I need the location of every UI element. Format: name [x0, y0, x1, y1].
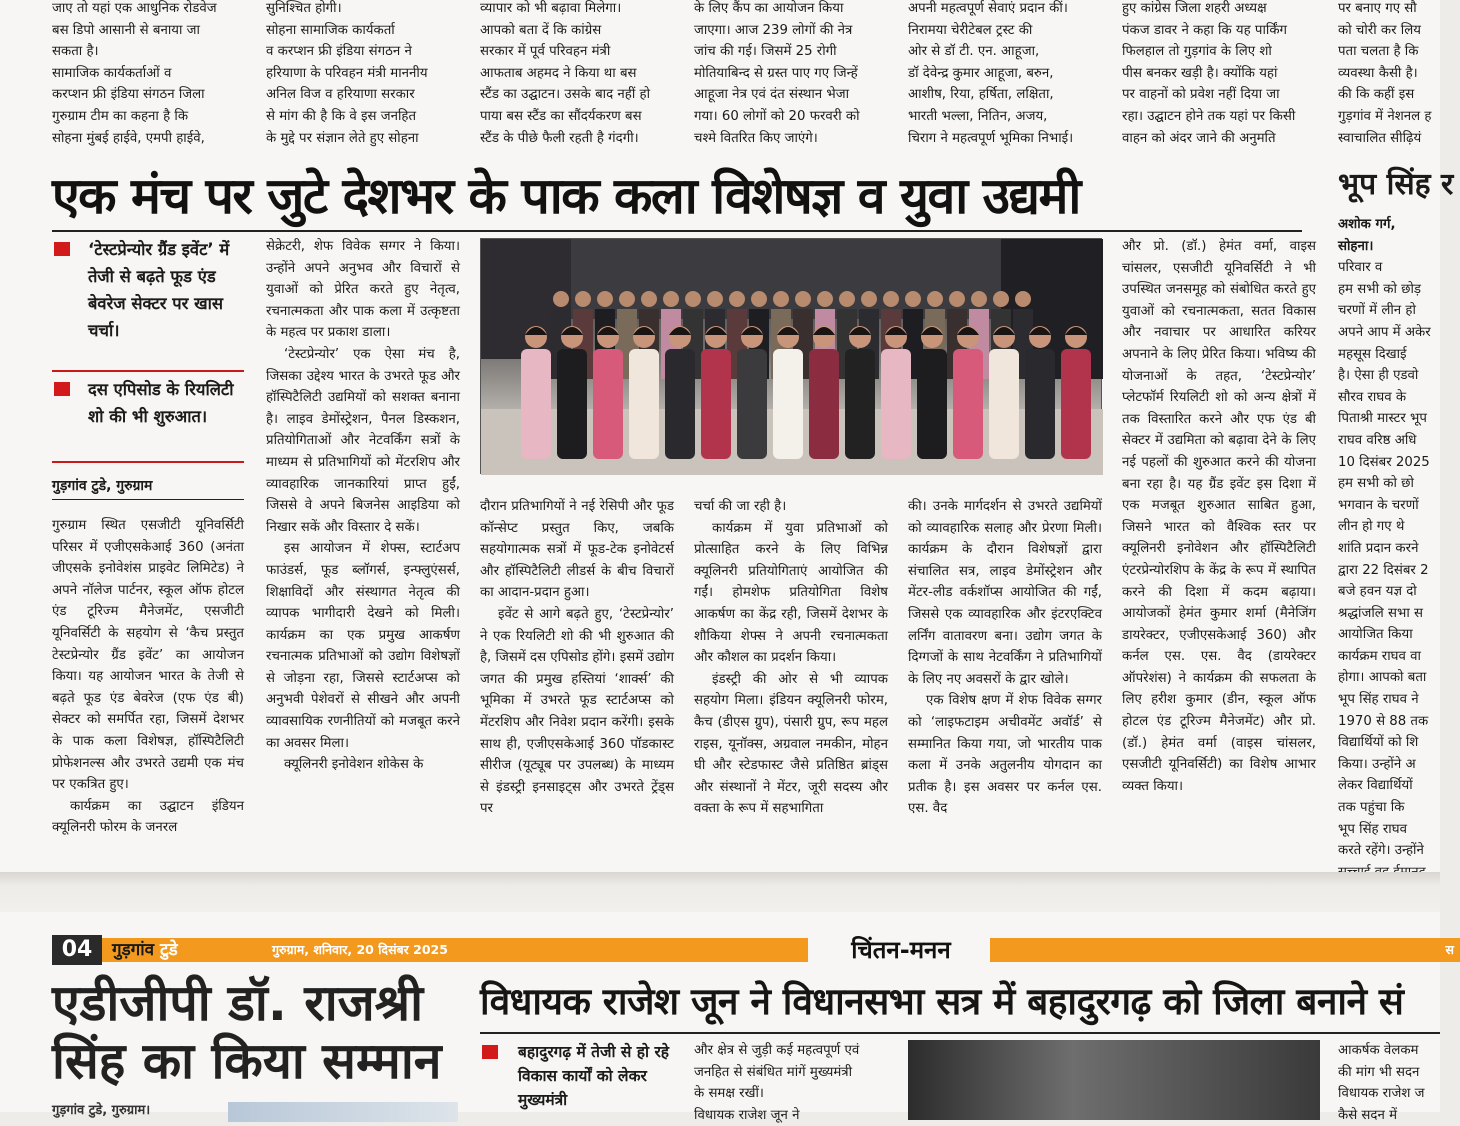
front-row-person — [809, 349, 839, 459]
top-strip-column — [1122, 0, 1316, 150]
side-line: लेकर विद्यार्थियों — [1338, 778, 1413, 794]
page2-highlight-text: बहादुरगढ़ में तेजी से हो रहे विकास कार्यों को लेकर मुख्यमंत्री — [518, 1043, 670, 1109]
strip-line: स्टैंड का उद्घाटन। उसके बाद नहीं हो — [480, 87, 651, 103]
front-row-person — [701, 349, 731, 459]
page2-line: और क्षेत्र से जुड़ी कई महत्वपूर्ण एवं — [694, 1043, 860, 1058]
strip-line: वाहन को अंदर जाने की अनुमति — [1122, 130, 1276, 146]
side-line: 1970 से 88 तक — [1338, 713, 1429, 729]
paragraph: सेक्रेटरी, शेफ विवेक सग्गर ने किया। उन्होंने अपने अनुभव और विचारों से युवाओं को प्रेरित करते हुए नेतृत्व, रचनात्मकता और पाक कला में उत्कृष्टता के महत्व पर प्रकाश डाला। — [266, 239, 460, 341]
back-row-head — [751, 291, 767, 307]
highlight-text: दस एपिसोड के रियलिटी शो की भी शुरुआत। — [88, 380, 234, 426]
back-row-head — [949, 291, 965, 307]
side-line: करते रहेंगे। उन्होंने — [1338, 843, 1424, 859]
side-line: हम सभी को छो — [1338, 476, 1414, 492]
side-line: भूप सिंह राघव ने — [1338, 692, 1419, 708]
group-photo-illustration — [481, 239, 1103, 475]
back-row-head — [641, 291, 657, 307]
back-row-head — [971, 291, 987, 307]
side-line: लीन हो गए थे — [1338, 519, 1405, 535]
headline-rule — [52, 230, 1302, 232]
page2-line: आकर्षक वेलकम — [1338, 1043, 1419, 1058]
front-row-person — [917, 349, 947, 459]
strip-line: आशीष, रिया, हर्षिता, लक्षिता, — [908, 87, 1054, 103]
strip-line: स्टैंड के पीछे फैली रहती है गंदगी। — [480, 130, 639, 146]
back-row-head — [597, 291, 613, 307]
side-line: विद्यार्थियों को शि — [1338, 735, 1419, 751]
strip-line: आपको बता दें कि कांग्रेस — [480, 22, 602, 38]
side-line: अपने आप में अकेर — [1338, 324, 1431, 340]
paragraph: क्यूलिनरी इनोवेशन शोकेस के — [284, 757, 424, 773]
left-headline: एडीजीपी डॉ. राजश्री सिंह का किया सम्मान — [52, 974, 442, 1090]
back-row-head — [905, 291, 921, 307]
paragraph: इवेंट से आगे बढ़ते हुए, ‘टेस्टप्रेन्योर’ ने एक रियलिटी शो की भी शुरुआत की है, जिसमें दस एपिसोड होंगे। इसमें उद्योग जगत की प्रमुख हस्तियां ‘शार्क्स’ की भूमिका में उभरते फूड स्टार्टअप्स को मेंटरशिप और निवेश प्रदान करेंगी। इसके साथ ही, एजीएसकेआई 360 पॉडकास्ट सीरीज (यूट्यूब पर उपलब्ध) के माध्यम से इंडस्ट्री इनसाइट्स और उभरते ट्रेंड्स पर — [480, 606, 674, 817]
paragraph: चर्चा की जा रही है। — [694, 499, 787, 514]
strip-line: मोतियाबिन्द से ग्रस्त पाए गए जिन्हें — [694, 65, 858, 81]
back-row-head — [663, 291, 679, 307]
newspaper-page-04 — [0, 912, 1454, 1123]
paragraph: इस आयोजन में शेफ्स, स्टार्टअप फाउंडर्स, फूड ब्लॉगर्स, इन्फ्लुएंसर्स, शिक्षाविदों और संस्थागत नेतृत्व की व्यापक भागीदारी देखने को मिली। कार्यक्रम का एक प्रमुख आकर्षण रचनात्मक प्रतिभाओं को उद्योग विशेषज्ञों से जोड़ना रहा, जिससे स्टार्टअप्स को अनुभवी पेशेवरों से सीखने और अपनी व्यावसायिक रणनीतियों को मजबूत करने का अवसर मिला। — [266, 541, 460, 751]
back-row-head — [927, 291, 943, 307]
side-line: श्रद्धांजलि सभा स — [1338, 605, 1424, 621]
strip-line: पता चलता है कि — [1338, 44, 1419, 60]
highlight-box-1 — [52, 236, 244, 344]
back-row-head — [685, 291, 701, 307]
brand-logo — [112, 938, 178, 962]
side-line: है। ऐसा ही एडवो — [1338, 368, 1419, 384]
masthead-bar-right — [990, 938, 1460, 962]
page2-main-headline: विधायक राजेश जून ने विधानसभा सत्र में बहादुरगढ़ को जिला बनाने सं — [480, 980, 1404, 1023]
side-line: द्वारा 22 दिसंबर 2 — [1338, 562, 1429, 578]
side-line: किया। उन्होंने अ — [1338, 756, 1416, 772]
top-strip-column — [1338, 0, 1448, 150]
page-masthead — [52, 935, 1452, 965]
front-row-person — [845, 349, 875, 459]
side-line: परिवार व — [1338, 260, 1383, 276]
back-row-head — [861, 291, 877, 307]
strip-line: के मुद्दे पर संज्ञान लेते हुए सोहना — [266, 130, 419, 146]
highlight-divider — [52, 461, 244, 463]
strip-line: आहूजा नेत्र एवं दंत संस्थान भेजा — [694, 87, 850, 103]
story-column-5 — [908, 496, 1102, 865]
side-line: सौरव राघव के — [1338, 389, 1407, 405]
top-strip-column — [266, 0, 460, 150]
masthead-bar — [102, 938, 808, 962]
side-line: चरणों में लीन हो — [1338, 303, 1416, 319]
story-column-1 — [52, 515, 244, 865]
page-fold-gap — [0, 872, 1440, 912]
front-row-person — [881, 349, 911, 459]
highlight-item — [52, 236, 244, 344]
strip-line: पंकज डावर ने कहा कि यह पार्किंग — [1122, 22, 1288, 38]
page-number: 04 — [52, 935, 102, 965]
page2-line: विधायक राजेश ज — [1338, 1086, 1425, 1102]
back-row-head — [575, 291, 591, 307]
story-column-2 — [266, 236, 460, 865]
front-row-person — [989, 349, 1019, 459]
strip-line: व करप्शन फ्री इंडिया संगठन ने — [266, 44, 412, 60]
story-column-3 — [480, 496, 674, 865]
page2-headline-rule — [480, 1032, 1440, 1034]
page2-highlight — [480, 1040, 676, 1112]
strip-line: निरामया चेरीटेबल ट्रस्ट की — [908, 22, 1033, 38]
event-group-photo — [480, 238, 1102, 474]
page2-photo — [908, 1040, 1320, 1120]
strip-line: रहा। उद्घाटन होने तक यहां पर किसी — [1122, 108, 1296, 124]
dateline-rule — [52, 499, 244, 500]
section-title: चिंतन-मनन — [851, 936, 951, 964]
strip-line: पाया बस स्टैंड का सौंदर्यकरण बस — [480, 108, 642, 124]
strip-line: व्यवस्था कैसी है। — [1338, 65, 1418, 81]
strip-line: पीस बनकर खड़ी है। क्योंकि यहां — [1122, 65, 1278, 81]
page2-line: कैसे सदन में — [1338, 1107, 1398, 1123]
red-square-bullet-icon — [54, 242, 70, 256]
paragraph: गुरुग्राम स्थित एसजीटी यूनिवर्सिटी परिसर में एजीएसकेआई 360 (अनंता जीएसके इनोवेशंस प्राइवेट लिमिटेड) ने अपने नॉलेज पार्टनर, स्कूल ऑफ होटल एंड टूरिज्म मैनेजमेंट, एसजीटी यूनिवर्सिटी के सहयोग से ‘कैच प्रस्तुत टेस्टप्रेन्योर ग्रैंड इवेंट’ का आयोजन किया। यह आयोजन भारत के तेजी से बढ़ते फूड एंड बेवरेज (एफ एंड बी) सेक्टर को समर्पित रहा, जिसमें देशभर के पाक कला विशेषज्ञ, हॉस्पिटैलिटी प्रोफेशनल्स और उभरते उद्यमी एक मंच पर एकत्रित हुए। — [52, 518, 244, 793]
page2-column-right — [1338, 1040, 1448, 1123]
paragraph: दौरान प्रतिभागियों ने नई रेसिपी और फूड कॉन्सेप्ट प्रस्तुत किए, जबकि सहयोगात्मक सत्रों में फूड-टेक इनोवेटर्स और हॉस्पिटैलिटी लीडर्स के बीच विचारों का आदान-प्रदान हुआ। — [480, 499, 674, 601]
strip-line: भारती भल्ला, नितिन, अजय, — [908, 108, 1048, 124]
strip-line: को चोरी कर लिय — [1338, 22, 1421, 38]
back-row-head — [729, 291, 745, 307]
strip-line: ओर से डॉ टी. एन. आहूजा, — [908, 44, 1040, 60]
highlight-text: ‘टेस्टप्रेन्योर ग्रैंड इवेंट’ में तेजी से बढ़ते फूड एंड बेवरेज सेक्टर पर खास चर्चा। — [88, 240, 230, 340]
front-row-person — [629, 349, 659, 459]
side-line: कार्यक्रम राघव वा — [1338, 648, 1421, 664]
side-line: हम सभी को छोड़ — [1338, 281, 1422, 297]
strip-line: पर बनाए गए सौ — [1338, 1, 1417, 16]
page2-column — [694, 1040, 888, 1123]
strip-line: अपनी महत्वपूर्ण सेवाएं प्रदान कीं। — [908, 1, 1068, 16]
strip-line: अनिल विज व हरियाणा सरकार — [266, 87, 415, 103]
strip-line: हुए कांग्रेस जिला शहरी अध्यक्ष — [1122, 1, 1267, 16]
strip-line: बस डिपो आसानी से बनाया जा — [52, 22, 200, 38]
left-photo-strip — [228, 1102, 458, 1122]
top-strip-column — [694, 0, 888, 150]
paragraph: एक विशेष क्षण में शेफ विवेक सग्गर को ‘लाइफटाइम अचीवमेंट अवॉर्ड’ से सम्मानित किया गया, जो भारतीय पाक कला में उनके अतुलनीय योगदान का प्रतीक है। इस अवसर पर कर्नल एस. एस. वैद — [908, 693, 1102, 817]
paragraph: इंडस्ट्री की ओर से भी व्यापक सहयोग मिला। इंडियन क्यूलिनरी फोरम, कैच (डीएस ग्रुप), पंसारी ग्रुप, रूप महल राइस, यूनॉक्स, अग्रवाल नमकीन, मोहन घी और स्टेडफास्ट जैसे प्रतिष्ठित ब्रांड्स और संस्थानों ने मेंटर, जूरी सदस्य और वक्ता के रूप में सहभागिता — [694, 671, 888, 817]
page2-line: जनहित से संबंधित मांगें मुख्यमंत्री — [694, 1064, 853, 1080]
front-row-person — [593, 349, 623, 459]
strip-line: हरियाणा के परिवहन मंत्री माननीय — [266, 65, 428, 81]
strip-line: से मांग की है कि वे इस जनहित — [266, 108, 417, 124]
side-story-lines — [1338, 236, 1448, 884]
top-strip-column — [52, 0, 246, 150]
strip-line: व्यापार को भी बढ़ावा मिलेगा। — [480, 1, 622, 16]
strip-line: सोहना मुंबई हाईवे, एमपी हाईवे, — [52, 130, 205, 146]
strip-line: गुड़गांव में नेशनल ह — [1338, 108, 1432, 124]
dateline: गुड़गांव टुडे, गुरुग्राम — [52, 478, 153, 494]
story-column-6 — [1122, 236, 1316, 865]
strip-line: सोहना सामाजिक कार्यकर्ता — [266, 22, 395, 38]
side-line: बजे हवन यज्ञ दो — [1338, 584, 1417, 600]
side-place: सोहना। — [1338, 238, 1374, 254]
back-row-head — [707, 291, 723, 307]
back-row-head — [795, 291, 811, 307]
strip-line: स्वाचालित सीढ़ियं — [1338, 130, 1422, 146]
page2-line: विधायक राजेश जून ने — [694, 1107, 800, 1123]
back-row-head — [773, 291, 789, 307]
front-row-person — [953, 349, 983, 459]
paragraph: कार्यक्रम में युवा प्रतिभाओं को प्रोत्साहित करने के लिए विभिन्न क्यूलिनरी प्रतियोगिताएं आयोजित की गईं। होमशेफ प्रतियोगिता विशेष आकर्षण का केंद्र रही, जिसमें देशभर के शौकिया शेफ्स ने अपनी रचनात्मकता और कौशल का प्रदर्शन किया। — [694, 520, 888, 666]
side-story-headline: भूप सिंह र — [1338, 167, 1454, 202]
highlight-item — [52, 376, 244, 430]
brand-accent: टुडे — [160, 940, 178, 960]
strip-line: सरकार में पूर्व परिवहन मंत्री — [480, 44, 611, 60]
strip-line: जाएगा। आज 239 लोगों की नेत्र — [694, 22, 853, 38]
side-line: होगा। आपको बता — [1338, 670, 1427, 686]
side-line: 10 दिसंबर 2025 — [1338, 454, 1430, 470]
back-row-head — [1015, 291, 1031, 307]
strip-line: जाए तो यहां एक आधुनिक रोडवेज — [52, 1, 217, 16]
masthead-edge-mark: स — [1445, 942, 1454, 957]
red-square-bullet-icon — [54, 382, 70, 396]
top-strip-column — [480, 0, 674, 150]
side-line: महसूस दिखाई — [1338, 346, 1407, 362]
back-row-head — [883, 291, 899, 307]
strip-line: के लिए कैंप का आयोजन किया — [694, 1, 844, 16]
side-line: शांति प्रदान करने — [1338, 540, 1419, 556]
back-row-head — [619, 291, 635, 307]
highlight-box-2 — [52, 376, 244, 430]
front-row-person — [773, 349, 803, 459]
strip-line: सुनिश्चित होगी। — [266, 1, 342, 16]
front-row-person — [737, 349, 767, 459]
back-row-head — [817, 291, 833, 307]
highlight-divider — [52, 370, 244, 372]
side-line: भूप सिंह राघव — [1338, 821, 1407, 837]
main-headline: एक मंच पर जुटे देशभर के पाक कला विशेषज्ञ व युवा उद्यमी — [52, 167, 1080, 225]
red-square-bullet-icon — [482, 1045, 498, 1059]
strip-line: चिराग ने महत्वपूर्ण भूमिका निभाई। — [908, 130, 1074, 146]
side-line: भगवान के चरणों — [1338, 497, 1419, 513]
side-line: आयोजित किया — [1338, 627, 1413, 643]
strip-line: पर वाहनों को प्रवेश नहीं दिया जा — [1122, 87, 1280, 103]
front-row-person — [557, 349, 587, 459]
strip-line: की कि कहीं इस — [1338, 87, 1415, 103]
strip-line: चश्मे वितरित किए जाएंगे। — [694, 130, 818, 146]
side-line: राघव वरिष्ठ अधि — [1338, 432, 1417, 448]
strip-line: सामाजिक कार्यकर्ताओं व — [52, 65, 172, 81]
strip-line: जांच की गई। जिसमें 25 रोगी — [694, 44, 837, 60]
strip-line: करप्शन फ्री इंडिया संगठन जिला — [52, 87, 205, 103]
side-story-body — [1338, 214, 1448, 883]
side-line: पिताश्री मास्टर भूप — [1338, 411, 1427, 427]
page2-line: की मांग भी सदन — [1338, 1064, 1420, 1080]
brand-name: गुड़गांव — [112, 940, 155, 960]
strip-line: गया। 60 लोगों को 20 फरवरी को — [694, 108, 860, 124]
left-byline: गुड़गांव टुडे, गुरुग्राम। — [52, 1103, 151, 1118]
top-strip-column — [908, 0, 1102, 150]
page2-line: के समक्ष रखीं। — [694, 1086, 764, 1102]
strip-line: फिलहाल तो गुड़गांव के लिए शो — [1122, 44, 1272, 60]
strip-line: गुरुग्राम टीम का कहना है कि — [52, 108, 189, 124]
side-line: तक पहुंचा कि — [1338, 800, 1405, 816]
front-row-person — [1025, 349, 1055, 459]
story-column-4 — [694, 496, 888, 865]
strip-line: सकता है। — [52, 44, 99, 60]
back-row-head — [553, 291, 569, 307]
paragraph: ‘टेस्टप्रेन्योर’ एक ऐसा मंच है, जिसका उद्देश्य भारत के उभरते फूड और हॉस्पिटैलिटी उद्यमियों को सशक्त बनाना है। लाइव डेमोंस्ट्रेशन, पैनल डिस्कशन, प्रतियोगिताओं और नेटवर्किंग सत्रों के माध्यम से प्रतिभागियों को मेंटरशिप और व्यावहारिक जानकारियां प्राप्त हुईं, जिससे वे अपने बिजनेस आइडिया को निखार सकें और विस्तार दे सकें। — [266, 346, 460, 535]
strip-line: डॉ देवेन्द्र कुमार आहूजा, बरुन, — [908, 65, 1054, 81]
strip-line: आफताब अहमद ने किया था बस — [480, 65, 637, 81]
paragraph: और प्रो. (डॉ.) हेमंत वर्मा, वाइस चांसलर, एसजीटी यूनिवर्सिटी ने भी उपस्थित जनसमूह को संबोधित करते हुए युवाओं को रचनात्मकता, सतत विकास और नवाचार पर आधारित करियर अपनाने के लिए प्रेरित किया। भविष्य की योजनाओं के तहत, ‘टेस्टप्रेन्योर’ प्लेटफॉर्म रियलिटी शो को अन्य क्षेत्रों में तक विस्तारित करने और एफ एंड बी सेक्टर में उद्यमिता को बढ़ावा देने के लिए नई पहलों की शुरुआत करने की योजना बना रहा है। यह ग्रैंड इवेंट इस दिशा में एक मजबूत शुरुआत साबित हुआ, जिसने भारत को वैश्विक स्तर पर क्यूलिनरी इनोवेशन और हॉस्पिटैलिटी एंटरप्रेन्योरशिप के केंद्र के रूप में स्थापित करने की दिशा में कदम बढ़ाया। आयोजकों हेमंत कुमार शर्मा (मैनेजिंग डायरेक्टर, एजीएसकेआई 360) और कर्नल एस. एस. वैद (डायरेक्टर ऑपरेशंस) ने कार्यक्रम की सफलता के लिए हरीश कुमार (डीन, स्कूल ऑफ होटल एंड टूरिज्म मैनेजमेंट) और प्रो. (डॉ.) हेमंत वर्मा (वाइस चांसलर, एसजीटी यूनिवर्सिटी) का विशेष आभार व्यक्त किया। — [1122, 239, 1316, 794]
paragraph: की। उनके मार्गदर्शन से उभरते उद्यमियों को व्यावहारिक सलाह और प्रेरणा मिली। कार्यक्रम के दौरान विशेषज्ञों द्वारा संचालित सत्र, लाइव डेमोंस्ट्रेशन और मेंटर-लीड वर्कशॉप्स आयोजित की गईं, जिससे एक व्यावहारिक और इंटरएक्टिव लर्निंग वातावरण बना। उद्योग जगत के दिग्गजों के साथ नेटवर्किंग ने प्रतिभागियों के लिए नए अवसरों के द्वार खोले। — [908, 499, 1102, 687]
back-row-head — [839, 291, 855, 307]
front-row-person — [665, 349, 695, 459]
front-row-person — [1061, 349, 1091, 459]
side-byline: अशोक गर्ग, — [1338, 217, 1396, 232]
front-row-person — [521, 349, 551, 459]
paragraph: कार्यक्रम का उद्घाटन इंडियन क्यूलिनरी फोरम के जनरल — [52, 798, 244, 836]
masthead-date: गुरुग्राम, शनिवार, 20 दिसंबर 2025 — [272, 942, 448, 957]
back-row-head — [993, 291, 1009, 307]
